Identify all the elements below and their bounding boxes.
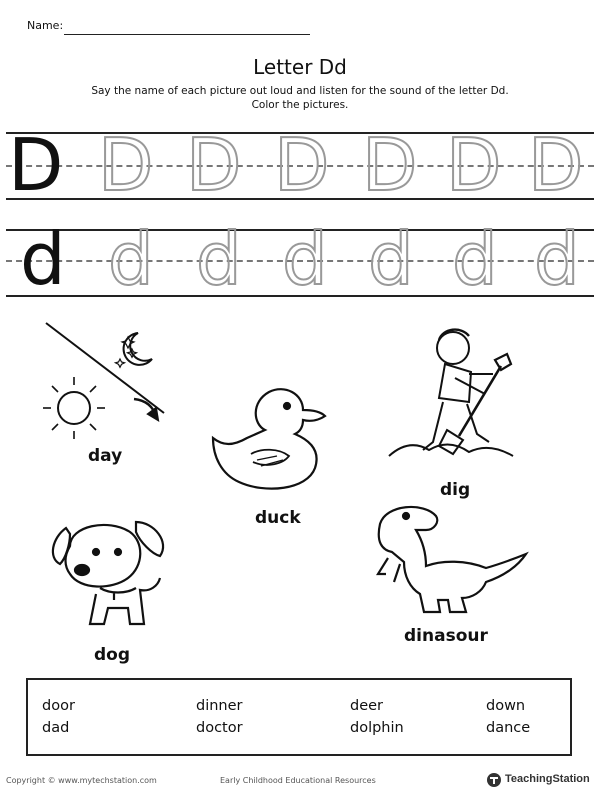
word-bank-item: down (486, 698, 526, 714)
word-bank-item: dad (42, 720, 70, 736)
dinosaur-label: dinasour (404, 626, 488, 646)
lowercase-trace-letter[interactable]: d (108, 217, 154, 301)
uppercase-trace-letter[interactable]: D (446, 123, 502, 207)
uppercase-trace-letter[interactable]: D (528, 123, 584, 207)
duck-picture[interactable] (205, 380, 345, 500)
dig-picture[interactable] (385, 318, 525, 468)
lowercase-trace-letter[interactable]: d (282, 217, 328, 301)
lowercase-trace-letter[interactable]: d (196, 217, 242, 301)
uppercase-trace-letter[interactable]: D (186, 123, 242, 207)
word-bank-item: doctor (196, 720, 243, 736)
dog-label: dog (94, 645, 131, 665)
word-bank-item: dinner (196, 698, 243, 714)
uppercase-model-letter: D (8, 123, 64, 207)
word-bank-item: dolphin (350, 720, 404, 736)
uppercase-trace-letter[interactable]: D (362, 123, 418, 207)
instruction-line-1: Say the name of each picture out loud and listen for the sound of the letter Dd. (91, 85, 509, 97)
page-title: Letter Dd (253, 55, 347, 79)
dinosaur-picture[interactable] (360, 498, 540, 618)
lowercase-trace-letter[interactable]: d (452, 217, 498, 301)
lowercase-model-letter: d (20, 217, 66, 301)
instructions (0, 84, 600, 112)
uppercase-tracing-row[interactable] (6, 123, 594, 207)
brand-name: TeachingStation (505, 773, 590, 785)
dog-picture[interactable] (44, 508, 184, 638)
dig-label: dig (440, 480, 471, 500)
instruction-line-2: Color the pictures. (251, 99, 349, 111)
day-label: day (88, 446, 123, 466)
uppercase-trace-letter[interactable]: D (274, 123, 330, 207)
teaching-station-logo-icon (486, 772, 502, 788)
word-bank-item: dance (486, 720, 531, 736)
duck-label: duck (255, 508, 301, 528)
uppercase-trace-letter[interactable]: D (98, 123, 154, 207)
word-bank-item: door (42, 698, 75, 714)
name-label: Name: (27, 19, 64, 32)
word-bank (26, 678, 572, 756)
footer-copyright: Copyright © www.mytechstation.com (6, 776, 157, 785)
lowercase-trace-letter[interactable]: d (368, 217, 414, 301)
word-bank-item: deer (350, 698, 384, 714)
day-picture[interactable] (36, 315, 176, 445)
name-line[interactable] (64, 34, 310, 35)
lowercase-trace-letter[interactable]: d (534, 217, 580, 301)
lowercase-tracing-row[interactable] (6, 217, 594, 301)
footer-center: Early Childhood Educational Resources (220, 776, 376, 785)
footer-brand (486, 770, 596, 790)
